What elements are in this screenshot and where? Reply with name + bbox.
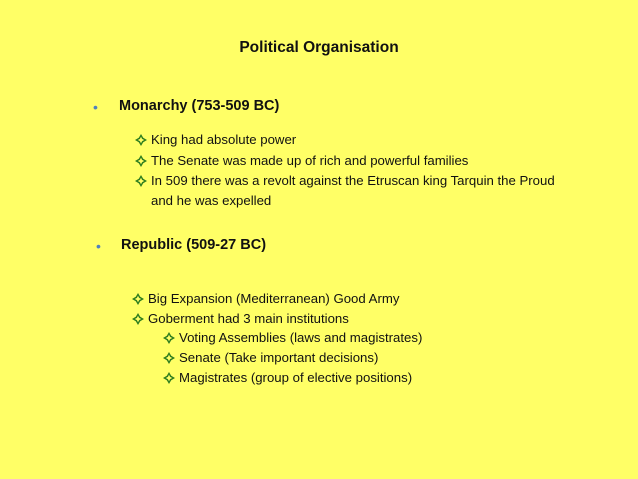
list-item-text: The Senate was made up of rich and powerful families <box>151 153 469 168</box>
diamond-bullet-icon <box>132 293 144 305</box>
monarchy-heading: Monarchy (753-509 BC) <box>119 98 280 114</box>
sub-list-item-text: Voting Assemblies (laws and magistrates) <box>179 330 423 345</box>
slide-title: Political Organisation <box>239 39 399 56</box>
diamond-bullet-icon <box>163 352 175 364</box>
list-item-text: Goberment had 3 main institutions <box>148 311 349 326</box>
list-item-continuation: and he was expelled <box>151 193 272 208</box>
round-bullet-icon: • <box>96 238 101 254</box>
list-item-text: King had absolute power <box>151 132 297 147</box>
list-item-text: Big Expansion (Mediterranean) Good Army <box>148 291 400 306</box>
diamond-bullet-icon <box>135 155 147 167</box>
list-item-text: In 509 there was a revolt against the Etruscan king Tarquin the Proud <box>151 173 555 188</box>
diamond-bullet-icon <box>163 372 175 384</box>
sub-list-item-text: Senate (Take important decisions) <box>179 350 379 365</box>
diamond-bullet-icon <box>163 332 175 344</box>
diamond-bullet-icon <box>135 134 147 146</box>
sub-list-item-text: Magistrates (group of elective positions) <box>179 370 413 385</box>
diamond-bullet-icon <box>132 313 144 325</box>
diamond-bullet-icon <box>135 175 147 187</box>
round-bullet-icon: • <box>93 99 98 115</box>
republic-heading: Republic (509-27 BC) <box>121 237 267 253</box>
